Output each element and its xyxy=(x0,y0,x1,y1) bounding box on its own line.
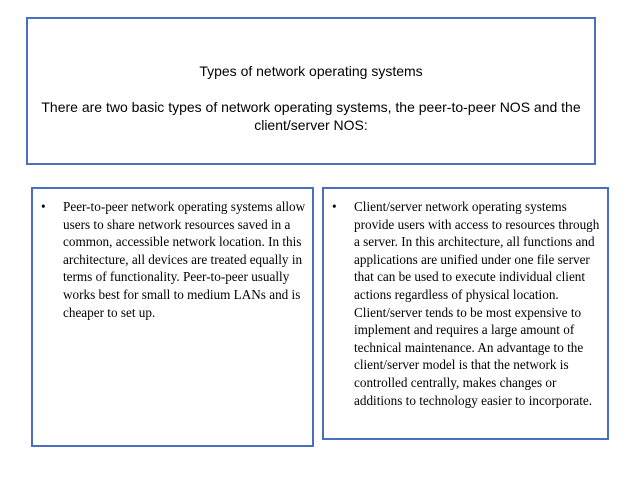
slide-title: Types of network operating systems xyxy=(199,63,423,79)
client-server-box xyxy=(322,187,609,440)
bullet-text: Peer-to-peer network operating systems allow users to share network resources saved in a common, accessible network location. In this architecture, all devices are treated equally in terms of functionality. Peer-to-peer usually works best for small to medium LANs and is cheaper to set up. xyxy=(63,199,306,320)
bullet-marker: • xyxy=(41,199,46,214)
bullet-item xyxy=(332,198,601,409)
bullet-text: Client/server network operating systems provide users with access to resources through a server. In this architecture, all functions and applications are unified under one file server that can be used to execute individual client actions regardless of physical location. Client/server tends to be most expensive to implement and requires a large amount of technical maintenance. An advantage to the client/server model is that the network is controlled centrally, makes changes or additions to technology easier to incorporate. xyxy=(354,199,600,408)
intro-text: There are two basic types of network operating systems, the peer-to-peer NOS and the client/server NOS: xyxy=(41,99,581,133)
bullet-item xyxy=(41,198,306,321)
peer-to-peer-box xyxy=(31,187,314,447)
header-box xyxy=(26,17,596,165)
bullet-marker: • xyxy=(332,199,337,214)
